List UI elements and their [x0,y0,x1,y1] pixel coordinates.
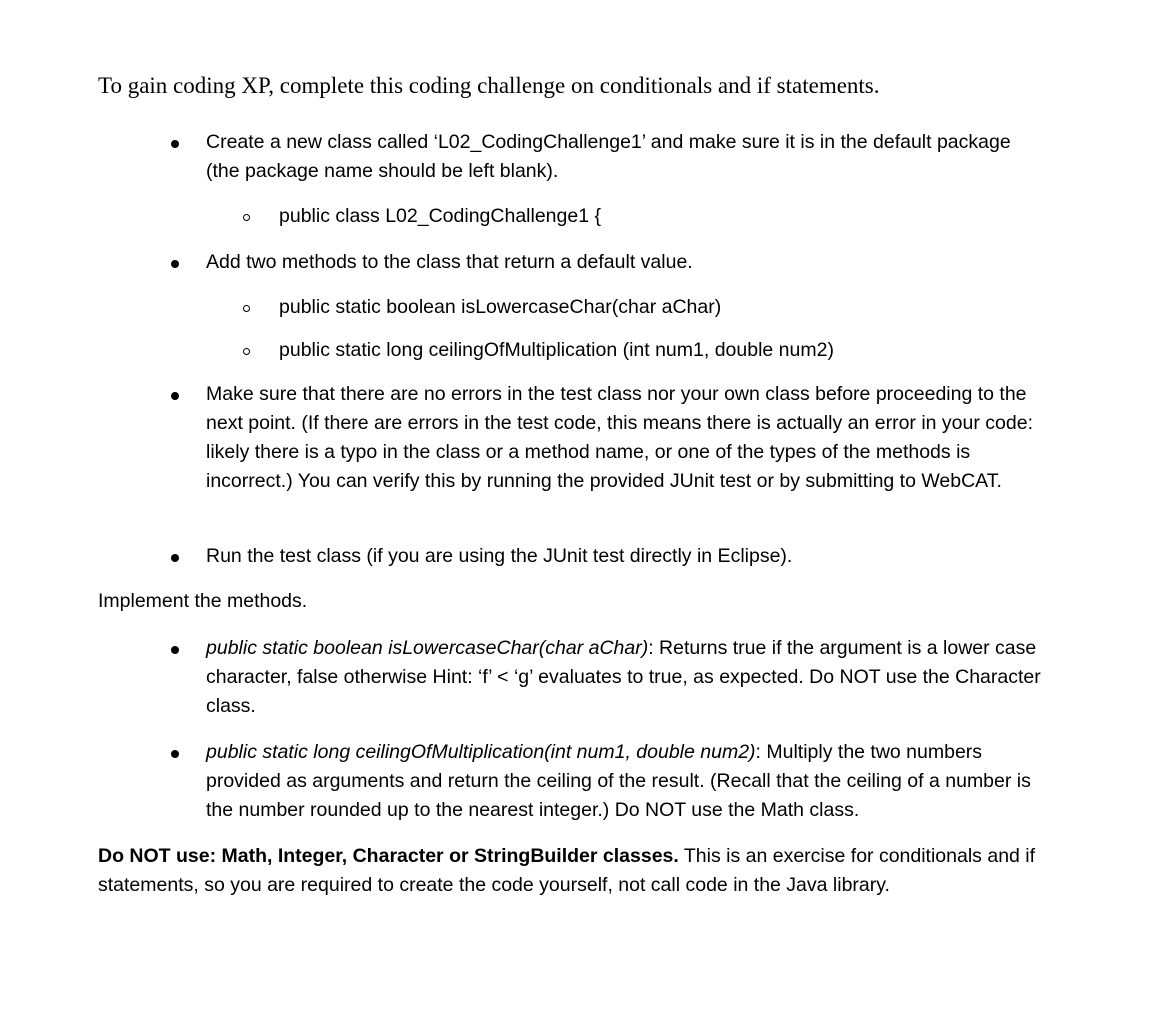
bullet-icon [171,646,179,654]
list-item-text: Make sure that there are no errors in the test class nor your own class before proceeding to the next point. (If there are errors in the test code, this means there is actually an error in your code: likely there is a typo in the class or a method name, or one of the types of the methods is incorrect.) You can verify this by running the provided JUnit test or by submitting to WebCAT. [206,383,1033,492]
section-heading: Implement the methods. [98,590,308,612]
list-item-text [206,738,1046,825]
final-note-text: This is an exercise for conditionals and if statements, so you are required to create the code yourself, not call code in the Java library. [98,845,1036,896]
circle-bullet-icon [243,214,250,221]
sub-list-item-text: public static boolean isLowercaseChar(char aChar) [279,296,722,318]
method-description: : Returns true if the argument is a lower case character, false otherwise Hint: ‘f’ < ‘g’ evaluates to true, as expected. Do NOT use the Character class. [206,637,1041,717]
bullet-icon [171,554,179,562]
bullet-icon [171,140,179,148]
sub-list-item-text: public class L02_CodingChallenge1 { [279,205,601,227]
list-item-text: Run the test class (if you are using the JUnit test directly in Eclipse). [206,545,793,567]
intro-paragraph: To gain coding XP, complete this coding challenge on conditionals and if statements. [98,73,880,98]
method-description: : Multiply the two numbers provided as arguments and return the ceiling of the result. (Recall that the ceiling of a number is the number rounded up to the nearest integer.) Do NOT use the Math class. [206,741,1031,821]
method-signature: public static boolean isLowercaseChar(char aChar) [206,637,649,659]
final-note [98,842,1048,900]
circle-bullet-icon [243,305,250,312]
sub-list-item-text: public static long ceilingOfMultiplication (int num1, double num2) [279,339,834,361]
list-item-text: Create a new class called ‘L02_CodingChallenge1’ and make sure it is in the default package (the package name should be left blank). [206,131,1011,182]
method-signature: public static long ceilingOfMultiplication(int num1, double num2) [206,741,756,763]
bullet-icon [171,260,179,268]
final-note-bold: Do NOT use: Math, Integer, Character or StringBuilder classes. [98,845,679,867]
bullet-icon [171,750,179,758]
bullet-icon [171,392,179,400]
list-item-text [206,634,1046,721]
circle-bullet-icon [243,348,250,355]
list-item-text: Add two methods to the class that return a default value. [206,251,693,273]
